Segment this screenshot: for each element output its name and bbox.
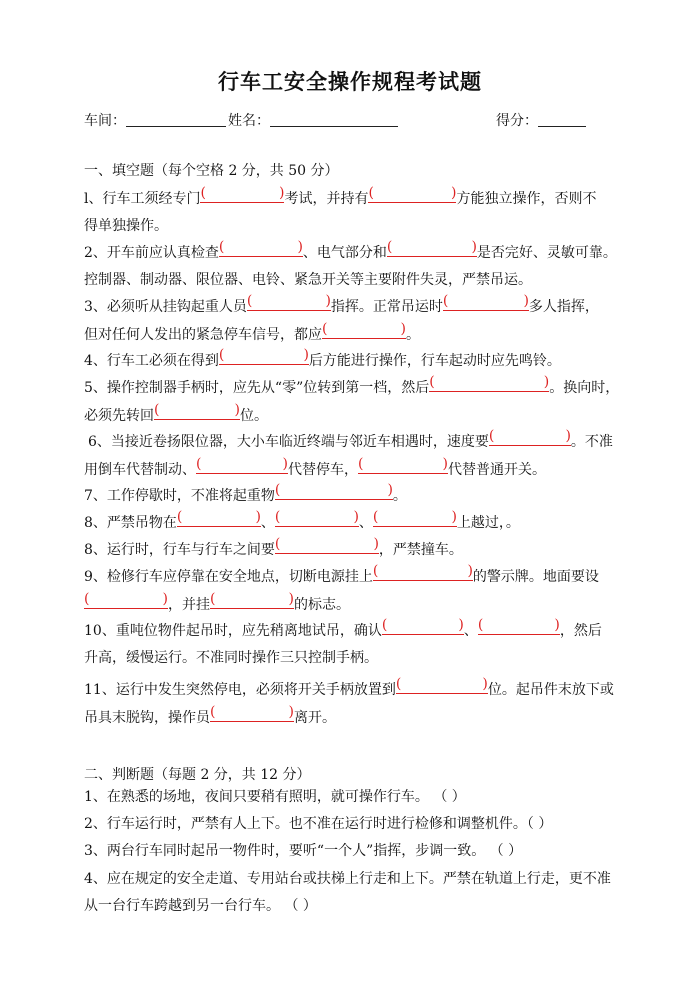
q10-text-a: 9、检修行车应停靠在安全地点，切断电源挂上 [84, 569, 373, 585]
q3-text-d: 但对任何人发出的紧急停车信号，都应 [84, 327, 322, 343]
q11-text-b: 、 [463, 623, 478, 639]
q8-text-b: 、 [260, 515, 275, 531]
q11-text-c: ，然后 [559, 623, 602, 639]
q10-blank-3[interactable]: ( ) [210, 591, 294, 607]
q7-blank-1[interactable]: ( ) [274, 482, 393, 498]
section-judge-heading: 二、判断题（每题 2 分，共 12 分） [84, 767, 311, 783]
q8-blank-1[interactable]: ( ) [176, 509, 261, 525]
q2-text-d: 控制器、制动器、限位器、电铃、紧急开关等主要附件失灵，严禁吊运。 [84, 272, 532, 288]
q8-text-a: 8、严禁吊物在 [84, 515, 177, 531]
q4-blank-1[interactable]: ( ) [218, 347, 309, 363]
q12-text-d: 离开。 [294, 710, 336, 726]
question-6 [84, 428, 628, 484]
q10-text-c: ，并挂 [168, 597, 210, 613]
judge-3: 3、两台行车同时起吊一物件时，要听“一个人”指挥，步调一致。 （ ） [84, 843, 523, 859]
q1-text-d: 得单独操作。 [84, 218, 168, 234]
q9-text-a: 8、运行时，行车与行车之间要 [84, 542, 275, 558]
q5-text-c: 必须先转回 [84, 408, 154, 424]
q11-text-a: 10、重吨位物件起吊时，应先稍离地试吊，确认 [84, 623, 382, 639]
q6-text-e: 代替普通开关。 [448, 462, 546, 478]
q8-blank-3[interactable]: ( ) [372, 509, 457, 525]
q1-blank-2[interactable]: ( ) [368, 185, 457, 201]
score-label: 得分： [496, 113, 538, 129]
q11-blank-1[interactable]: ( ) [381, 617, 464, 633]
q4-text-b: 后方能进行操作，行车起动时应先鸣铃。 [308, 353, 561, 369]
q10-text-d: 的标志。 [294, 597, 350, 613]
q3-blank-1[interactable]: ( ) [246, 293, 331, 309]
question-12 [84, 676, 624, 732]
q6-text-c: 用倒车代替制动、 [84, 462, 196, 478]
question-5 [84, 374, 624, 430]
question-7 [84, 482, 624, 510]
judge-2: 2、行车运行时，严禁有人上下。也不准在运行时进行检修和调整机件。（ ） [84, 816, 553, 832]
q8-text-d: 上越过，。 [456, 515, 520, 531]
workshop-label: 车间： [84, 113, 126, 129]
q2-text-c: 是否完好、灵敏可靠。 [476, 245, 617, 261]
q8-text-c: 、 [358, 515, 373, 531]
q1-text-b: 考试，并持有 [284, 191, 369, 207]
q3-blank-3[interactable]: ( ) [322, 321, 406, 337]
q10-blank-1[interactable]: ( ) [372, 563, 473, 579]
judge-1: 1、在熟悉的场地，夜间只要稍有照明，就可操作行车。 （ ） [84, 789, 466, 805]
question-8 [84, 509, 624, 537]
workshop-field[interactable] [126, 126, 226, 127]
q12-blank-1[interactable]: ( ) [395, 676, 488, 692]
q6-blank-3[interactable]: ( ) [358, 456, 448, 472]
question-9 [84, 536, 624, 564]
q2-text-a: 2、开车前应认真检查 [84, 245, 219, 261]
q4-text-a: 4、行车工必须在得到 [84, 353, 219, 369]
question-2 [84, 239, 624, 294]
q5-blank-1[interactable]: ( ) [429, 374, 550, 390]
q12-text-b: 位。起吊件末放下或 [487, 682, 614, 698]
q6-text-a: 6、当接近卷扬限位器，大小车临近终端与邻近车相遇时，速度要 [88, 434, 489, 450]
q9-blank-1[interactable]: ( ) [274, 536, 379, 552]
q5-text-b: 。换向时， [549, 380, 620, 396]
q6-text-b: 。不准 [570, 434, 613, 450]
section-fill-heading: 一、填空题（每个空格 2 分，共 50 分） [84, 163, 339, 179]
q11-blank-2[interactable]: ( ) [477, 617, 560, 633]
q5-text-d: 位。 [240, 408, 268, 424]
q9-text-b: ，严禁撞车。 [378, 542, 463, 558]
exam-title: 行车工安全操作规程考试题 [218, 70, 482, 94]
q6-blank-1[interactable]: ( ) [488, 428, 571, 444]
q11-text-d: 升高，缓慢运行。不准同时操作三只控制手柄。 [84, 650, 378, 666]
judge-4-line-2: 从一台行车跨越到另一台行车。 （ ） [84, 898, 317, 914]
score-field[interactable] [538, 126, 586, 127]
q8-blank-2[interactable]: ( ) [274, 509, 359, 525]
q7-text-b: 。 [392, 488, 407, 504]
q3-text-a: 3、必须听从挂钩起重人员 [84, 299, 247, 315]
q3-text-e: 。 [406, 327, 420, 343]
q10-blank-2[interactable]: ( ) [84, 591, 168, 607]
question-10 [84, 563, 624, 619]
q5-text-a: 5、操作控制器手柄时，应先从“零”位转到第一档，然后 [84, 380, 430, 396]
question-11 [84, 617, 624, 672]
q12-blank-2[interactable]: ( ) [210, 704, 294, 720]
judge-4 [84, 866, 644, 920]
question-4 [84, 347, 624, 375]
question-3 [84, 293, 624, 349]
q3-blank-2[interactable]: ( ) [442, 293, 529, 309]
q3-text-b: 指挥。正常吊运时 [330, 299, 443, 315]
q5-blank-2[interactable]: ( ) [154, 402, 240, 418]
question-1 [84, 185, 624, 240]
q1-text-c: 方能独立操作，否则不 [456, 191, 597, 207]
q1-text-a: l、行车工须经专门 [84, 191, 201, 207]
q2-text-b: 、电气部分和 [302, 245, 387, 261]
q10-text-b: 的警示牌。地面要设 [472, 569, 599, 585]
judge-4-line-1: 4、应在规定的安全走道、专用站台或扶梯上行走和上下。严禁在轨道上行走，更不准 [84, 871, 611, 887]
name-label: 姓名： [228, 113, 270, 129]
q12-text-a: 11、运行中发生突然停电，必须将开关手柄放置到 [84, 682, 396, 698]
q6-blank-2[interactable]: ( ) [196, 456, 288, 472]
q3-text-c: 多人指挥， [528, 299, 599, 315]
q2-blank-1[interactable]: ( ) [218, 239, 303, 255]
q6-text-d: 代替停车， [288, 462, 358, 478]
q1-blank-1[interactable]: ( ) [200, 185, 285, 201]
q12-text-c: 吊具末脱钩，操作员 [84, 710, 210, 726]
q7-text-a: 7、工作停歇时，不准将起重物 [84, 488, 275, 504]
q2-blank-2[interactable]: ( ) [386, 239, 477, 255]
name-field[interactable] [270, 126, 398, 127]
